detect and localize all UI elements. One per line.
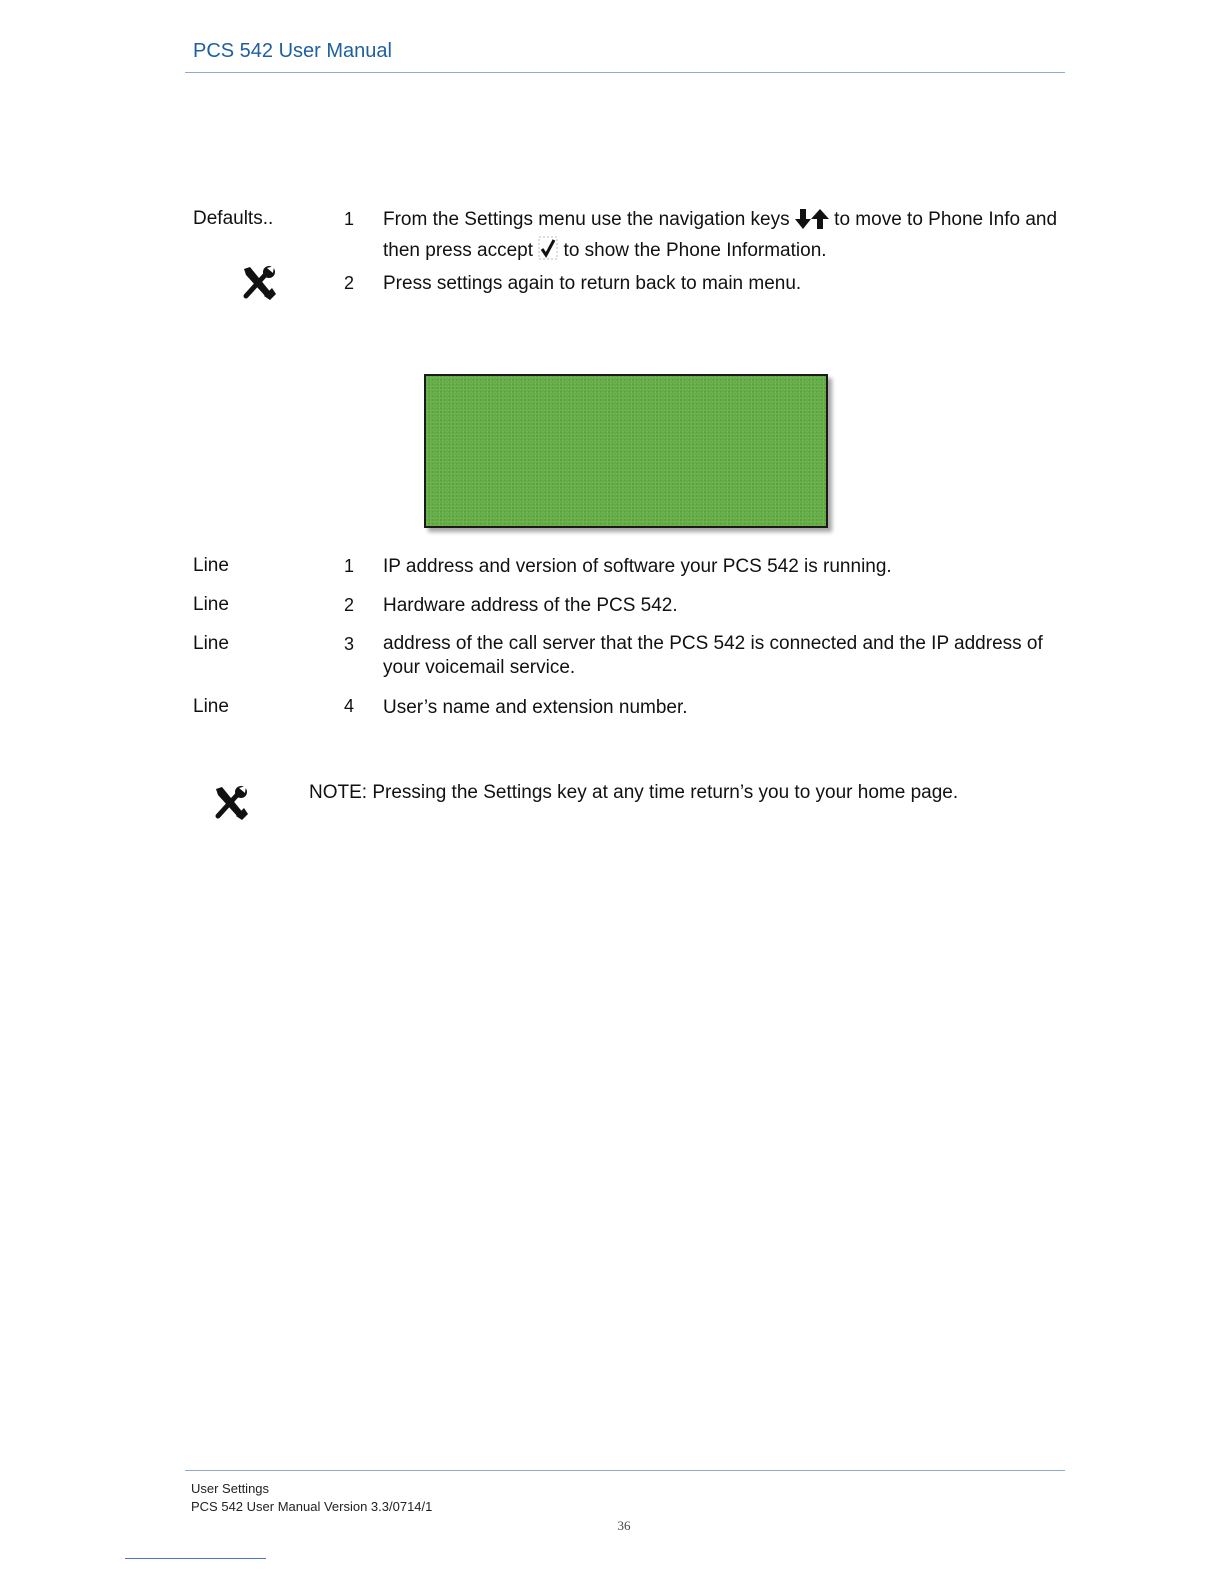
line-description: IP address and version of software your PCS 542 is running.	[383, 556, 892, 577]
line-description: Hardware address of the PCS 542.	[383, 595, 678, 616]
line-number: 3	[344, 634, 355, 654]
step-2-text: Press settings again to return back to main menu.	[383, 273, 802, 294]
line-label: Line	[193, 555, 229, 576]
page-number: 36	[617, 1518, 631, 1533]
check-icon	[538, 236, 558, 267]
up-arrow-icon	[811, 209, 829, 236]
step-1-text-a: From the Settings menu use the navigation keys	[383, 209, 790, 230]
line-description: address of the call server that the PCS 542 is connected and the IP address of your voicemail service.	[383, 633, 1043, 678]
step-number: 1	[344, 209, 355, 229]
line-label: Line	[193, 633, 229, 654]
line-label: Line	[193, 594, 229, 615]
header-rule	[185, 72, 1065, 73]
footer-version: PCS 542 User Manual Version 3.3/0714/1	[191, 1499, 433, 1514]
line-number: 2	[344, 595, 355, 615]
section-label: Defaults..	[193, 208, 274, 229]
step-number: 2	[344, 273, 355, 293]
phone-lcd-display	[424, 374, 828, 528]
step-1-text-b: to move to Phone Info and then press accept	[383, 209, 1058, 261]
line-number: 1	[344, 556, 355, 576]
note-text: NOTE: Pressing the Settings key at any time return’s you to your home page.	[309, 782, 959, 803]
footer-rule	[185, 1470, 1065, 1471]
settings-tools-icon	[212, 784, 250, 827]
line-label: Line	[193, 696, 229, 717]
page-header-title: PCS 542 User Manual	[193, 40, 392, 62]
line-description: User’s name and extension number.	[383, 697, 688, 718]
step-1-text-c: to show the Phone Information.	[563, 240, 827, 261]
line-number: 4	[344, 696, 355, 716]
step-1-text	[383, 208, 1063, 267]
settings-tools-icon	[240, 264, 278, 307]
footer-link-line	[125, 1558, 266, 1559]
down-arrow-icon	[795, 209, 811, 236]
footer-section: User Settings	[191, 1481, 270, 1496]
